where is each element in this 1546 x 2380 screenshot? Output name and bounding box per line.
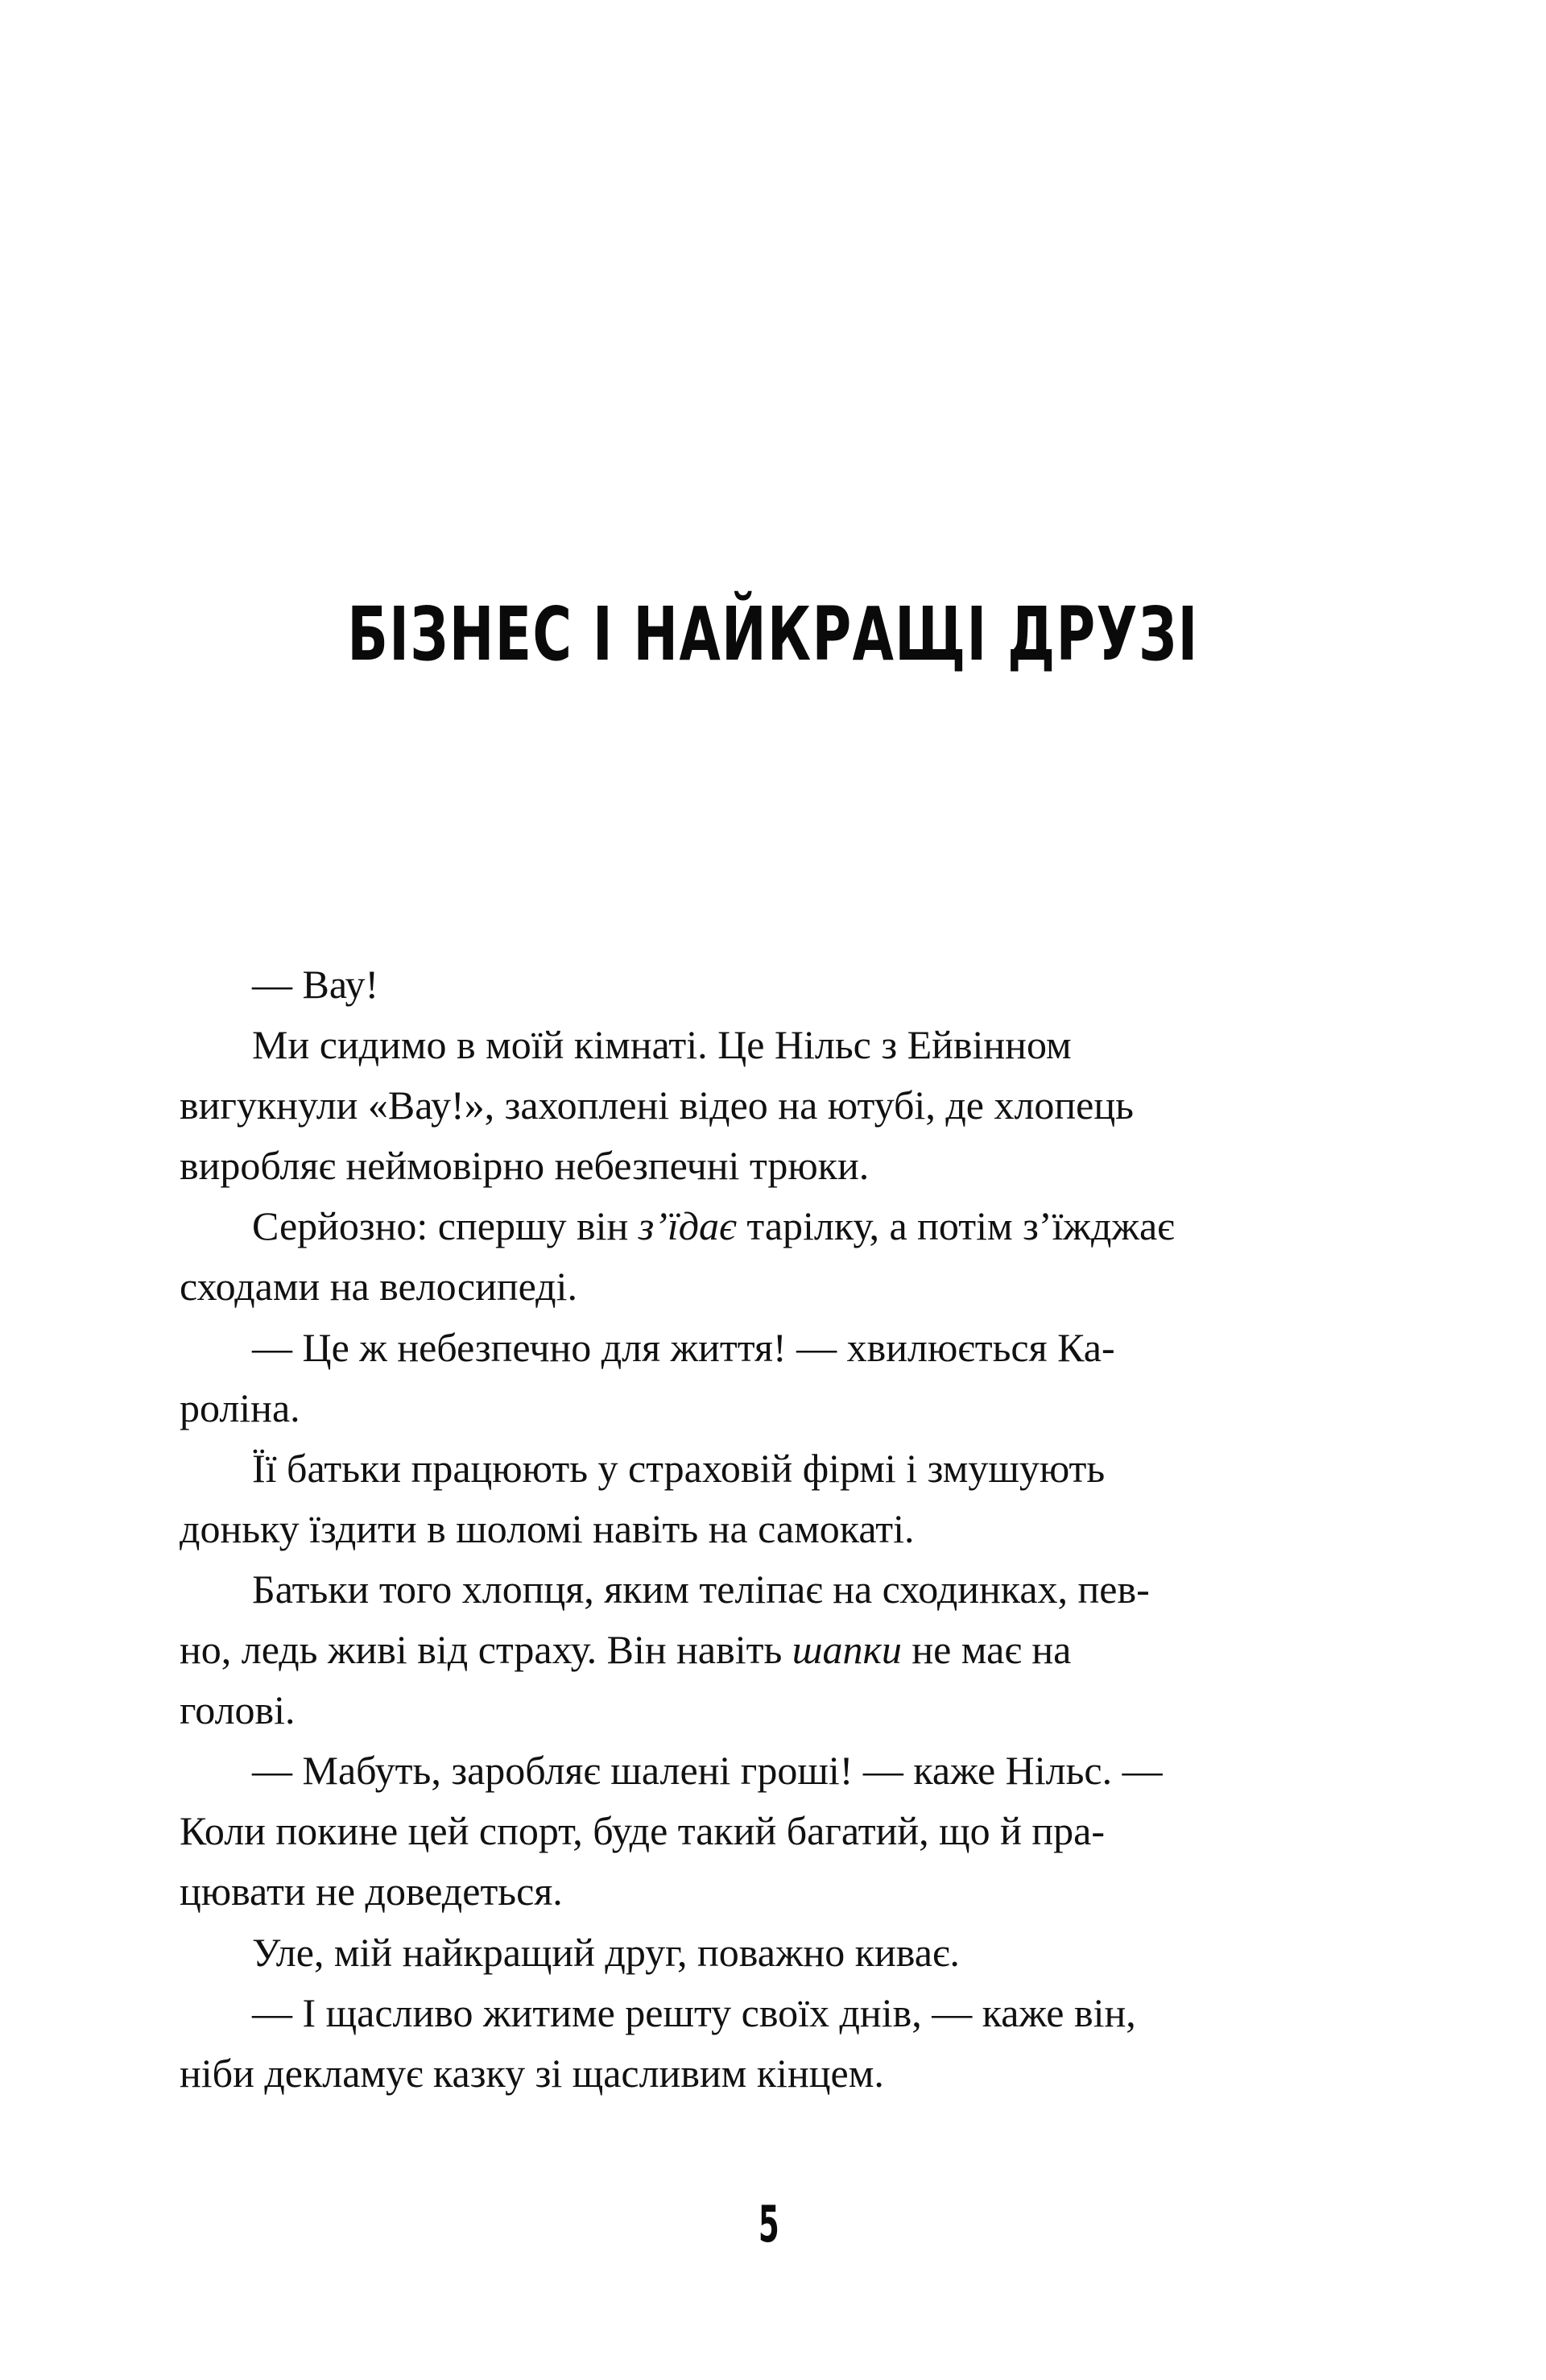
line-text: Її батьки працюють у страховій фірмі і змушують xyxy=(252,1445,1106,1491)
line-text: — Мабуть, заробляє шалені гроші! — каже Нільс. — xyxy=(252,1748,1163,1794)
text-line xyxy=(180,1438,1342,1499)
line-text: — Це ж небезпечно для життя! — хвилюється Ка- xyxy=(252,1324,1115,1370)
line-text: тарілку, а потім з’їжджає xyxy=(736,1203,1175,1249)
line-text: — І щасливо житиме решту своїх днів, — каже він, xyxy=(252,1989,1136,2035)
line-text: Ми сидимо в моїй кімнаті. Це Нільс з Ейвінном xyxy=(252,1022,1072,1068)
line-text: ніби декламує казку зі щасливим кінцем. xyxy=(180,2050,884,2096)
text-line xyxy=(180,1861,1342,1922)
line-text: доньку їздити в шоломі навіть на самокаті. xyxy=(180,1505,915,1551)
line-text: но, ледь живі від страху. Він навіть xyxy=(180,1627,792,1673)
chapter-title: БІЗНЕС І НАЙКРАЩІ ДРУЗІ xyxy=(347,591,1199,677)
text-line xyxy=(180,1136,1342,1196)
emphasis-text: з’їдає xyxy=(638,1203,737,1249)
line-text: вигукнули «Вау!», захоплені відео на ютубі, де хлопець xyxy=(180,1082,1134,1128)
line-text: цювати не доведеться. xyxy=(180,1869,563,1914)
text-line xyxy=(180,1075,1342,1136)
text-line xyxy=(180,1983,1342,2043)
line-text: голові. xyxy=(180,1687,296,1733)
line-text: Батьки того хлопця, яким теліпає на сходинках, пев- xyxy=(252,1566,1150,1612)
text-line xyxy=(180,1801,1342,1861)
page-number: 5 xyxy=(758,2195,779,2254)
line-text: Серйозно: спершу він xyxy=(252,1203,639,1249)
line-text: Коли покине цей спорт, буде такий багатий, що й пра- xyxy=(180,1808,1105,1854)
text-line xyxy=(180,1499,1342,1559)
text-line xyxy=(180,1559,1342,1620)
line-text: не має на xyxy=(901,1627,1072,1673)
text-line xyxy=(180,1741,1342,1801)
line-text: сходами на велосипеді. xyxy=(180,1264,577,1310)
text-line xyxy=(180,1378,1342,1438)
text-line xyxy=(180,1015,1342,1075)
text-line xyxy=(180,954,1342,1015)
line-text: роліна. xyxy=(180,1385,300,1430)
text-line xyxy=(180,1196,1342,1256)
text-line xyxy=(180,1620,1342,1680)
body-text xyxy=(180,954,1342,2104)
text-line xyxy=(180,1923,1342,1983)
text-line xyxy=(180,1256,1342,1317)
line-text: Уле, мій найкращий друг, поважно киває. xyxy=(252,1929,960,1975)
text-line xyxy=(180,1318,1342,1378)
line-text: — Вау! xyxy=(252,962,379,1007)
line-text: виробляє неймовірно небезпечні трюки. xyxy=(180,1143,870,1189)
text-line xyxy=(180,2043,1342,2104)
emphasis-text: шапки xyxy=(792,1627,902,1673)
text-line xyxy=(180,1680,1342,1741)
